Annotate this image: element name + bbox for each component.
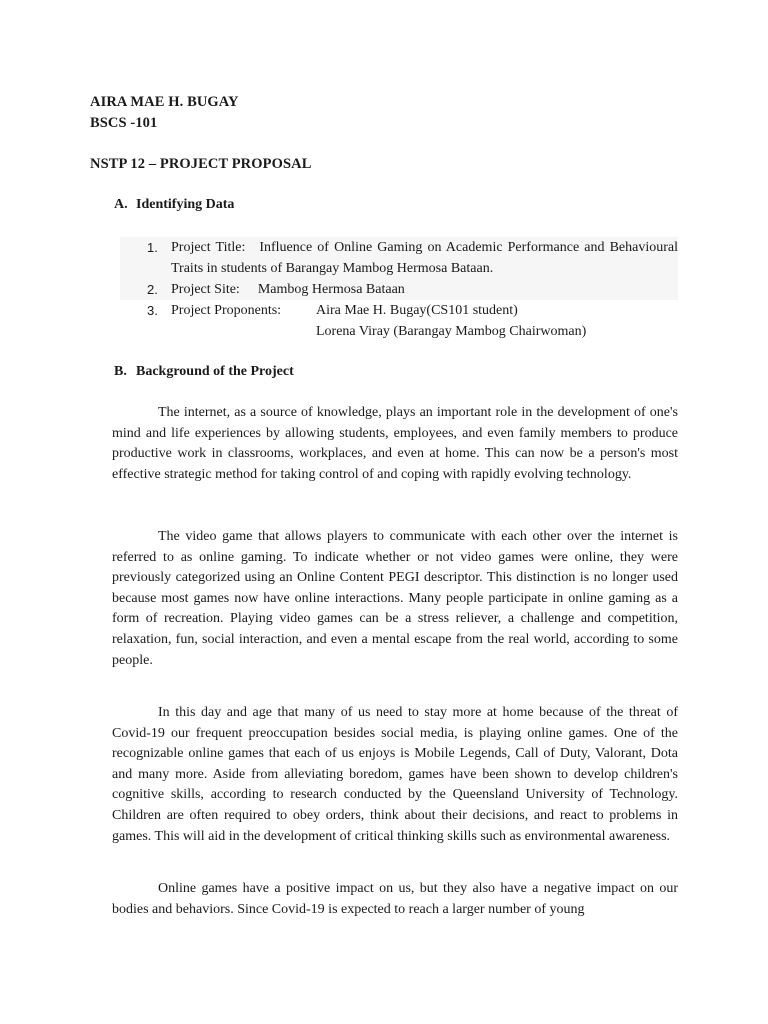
proponent-name: Lorena Viray (Barangay Mambog Chairwoman) [316, 324, 587, 339]
list-item-project-proponents [120, 300, 678, 342]
background-paragraph: In this day and age that many of us need to stay more at home because of the threat of Covid-19 our frequent preoccupation besides social media, is playing online games. One of the recognizable online games that each of us enjoys is Mobile Legends, Call of Duty, Valorant, Dota and many more. Aside from alleviating boredom, games have been shown to develop children's cognitive skills, according to research conducted by the Queensland University of Technology. Children are often required to obey orders, think about their decisions, and react to problems in games. This will aid in the development of critical thinking skills such as environmental awareness. [112, 705, 678, 844]
section-a-title: Identifying Data [136, 197, 235, 212]
section-b-title: Background of the Project [136, 364, 294, 379]
section-b-heading [114, 364, 294, 380]
background-paragraph: The internet, as a source of knowledge, plays an important role in the development of one's mind and life experiences by allowing students, employees, and even family members to produce productive work in classrooms, workplaces, and even at home. This can now be a person's most effective strategic method for taking control of and coping with rapidly evolving technology. [112, 405, 678, 482]
list-item-project-site [120, 279, 678, 300]
section-b-letter: B. [114, 364, 127, 379]
project-title-label: Project Title: [171, 240, 246, 255]
list-number: 2 . [147, 279, 158, 300]
project-proponents-label: Project Proponents: [171, 303, 282, 318]
project-site-value: Mambog Hermosa Bataan [257, 282, 405, 297]
document-title: NSTP 12 – PROJECT PROPOSAL [90, 156, 312, 172]
proponents-list [316, 300, 586, 342]
list-number: 1 . [147, 237, 158, 258]
list-number: 3 . [147, 300, 158, 321]
background-paragraph: Online games have a positive impact on us, but they also have a negative impact on our bodies and behaviors. Since Covid-19 is expected to reach a larger number of young [112, 881, 678, 917]
project-title-value: Influence of Online Gaming on Academic Performance and Behavioural Traits in students of Barangay Mambog Hermosa Bataan. [171, 240, 678, 276]
identifying-data-list [120, 237, 678, 342]
list-item-project-title [120, 237, 678, 279]
section-a-heading [114, 197, 234, 213]
section-a-letter: A. [114, 197, 128, 212]
course-code: BSCS -101 [90, 115, 158, 131]
proponent-name: Aira Mae H. Bugay(CS101 student) [316, 303, 518, 318]
author-name: AIRA MAE H. BUGAY [90, 94, 239, 110]
background-paragraph: The video game that allows players to communicate with each other over the internet is referred to as online gaming. To indicate whether or not video games were online, they were previously categorized using an Online Content PEGI descriptor. This distinction is no longer used because most games now have online interactions. Many people participate in online gaming as a form of recreation. Playing video games can be a stress reliever, a challenge and competition, relaxation, fun, social interaction, and even a mental escape from the real world, according to some people. [112, 529, 678, 668]
project-site-label: Project Site: [171, 282, 240, 297]
